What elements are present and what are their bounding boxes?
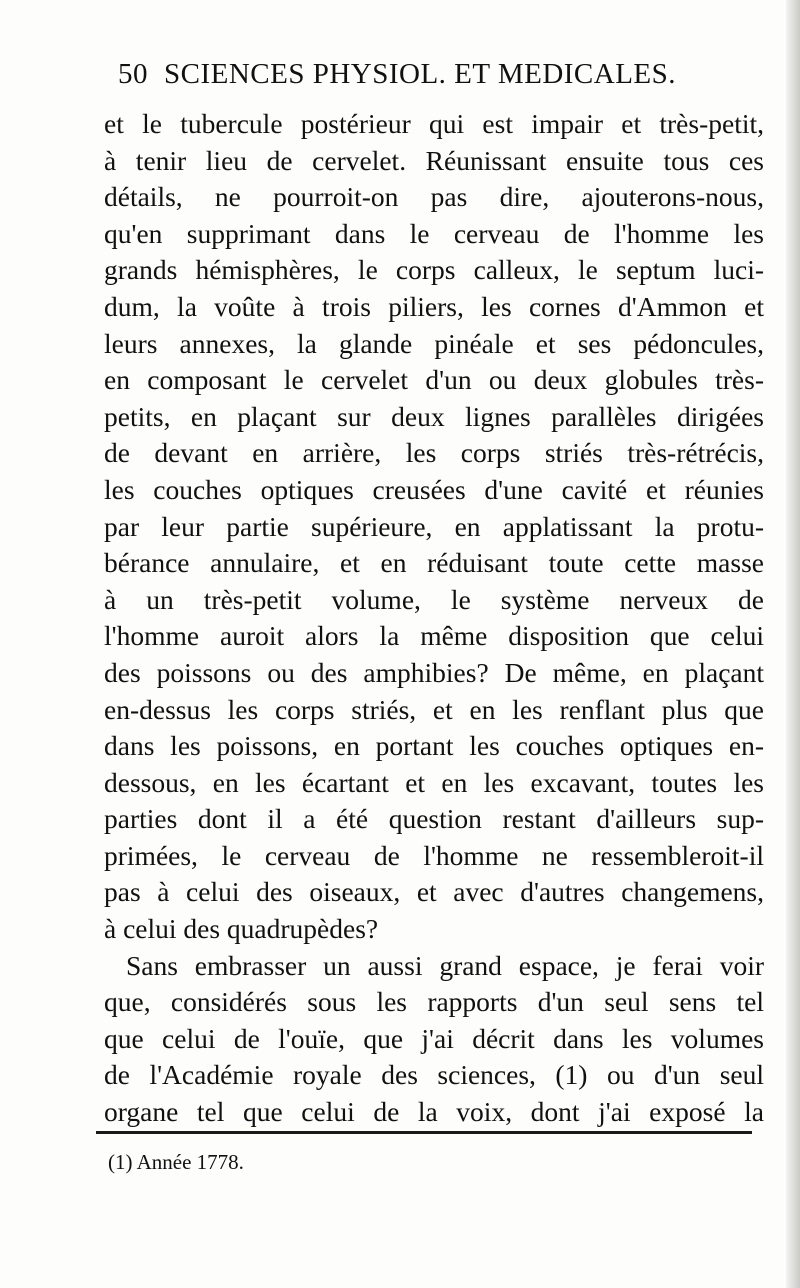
text-line: de devant en arrière, les corps striés très-rétrécis, bbox=[104, 437, 764, 469]
text-line: en-dessus les corps striés, et en les renflant plus que bbox=[104, 693, 764, 725]
text-line: de l'Académie royale des sciences, (1) ou d'un seul bbox=[104, 1059, 764, 1091]
text-line: dans les poissons, en portant les couches optiques en- bbox=[104, 730, 764, 762]
text-line: dessous, en les écartant et en les excavant, toutes les bbox=[104, 766, 764, 798]
text-line: leurs annexes, la glande pinéale et ses pédoncules, bbox=[104, 327, 764, 359]
text-line: primées, le cerveau de l'homme ne ressembleroit-il bbox=[104, 839, 764, 871]
text-line: parties dont il a été question restant d'ailleurs sup- bbox=[104, 803, 764, 835]
text-line: que, considérés sous les rapports d'un seul sens tel bbox=[104, 986, 764, 1018]
text-line: les couches optiques creusées d'une cavité et réunies bbox=[104, 473, 764, 505]
text-line: à tenir lieu de cervelet. Réunissant ensuite tous ces bbox=[104, 144, 764, 176]
text-line: par leur partie supérieure, en applatissant la protu- bbox=[104, 510, 764, 542]
text-line: en composant le cervelet d'un ou deux globules très- bbox=[104, 364, 764, 396]
text-line: Sans embrasser un aussi grand espace, je ferai voir bbox=[126, 949, 764, 981]
text-line: des poissons ou des amphibies? De même, en plaçant bbox=[104, 656, 764, 688]
text-line: grands hémisphères, le corps calleux, le septum luci- bbox=[104, 254, 764, 286]
text-line: que celui de l'ouïe, que j'ai décrit dans les volumes bbox=[104, 1022, 764, 1054]
running-title: SCIENCES PHYSIOL. ET MEDICALES. bbox=[164, 58, 677, 90]
footnote: (1) Année 1778. bbox=[108, 1150, 244, 1174]
text-line: détails, ne pourroit-on pas dire, ajouterons-nous, bbox=[104, 181, 764, 213]
running-head bbox=[118, 58, 718, 104]
footnote-rule bbox=[96, 1131, 752, 1134]
text-line: bérance annulaire, et en réduisant toute cette masse bbox=[104, 547, 764, 579]
page-edge-shadow bbox=[786, 0, 800, 1288]
body-text bbox=[104, 106, 764, 1131]
text-line: à un très-petit volume, le système nerveux de bbox=[104, 583, 764, 615]
text-line: organe tel que celui de la voix, dont j'ai exposé la bbox=[104, 1096, 764, 1128]
text-line: petits, en plaçant sur deux lignes parallèles dirigées bbox=[104, 400, 764, 432]
text-line: l'homme auroit alors la même disposition que celui bbox=[104, 620, 764, 652]
text-line: à celui des quadrupèdes? bbox=[104, 913, 379, 945]
page-number: 50 bbox=[118, 58, 148, 90]
text-line: qu'en supprimant dans le cerveau de l'homme les bbox=[104, 217, 764, 249]
text-line: et le tubercule postérieur qui est impair et très-petit, bbox=[104, 108, 764, 139]
text-line: pas à celui des oiseaux, et avec d'autres changemens, bbox=[104, 876, 764, 908]
text-line: dum, la voûte à trois piliers, les cornes d'Ammon et bbox=[104, 290, 764, 322]
